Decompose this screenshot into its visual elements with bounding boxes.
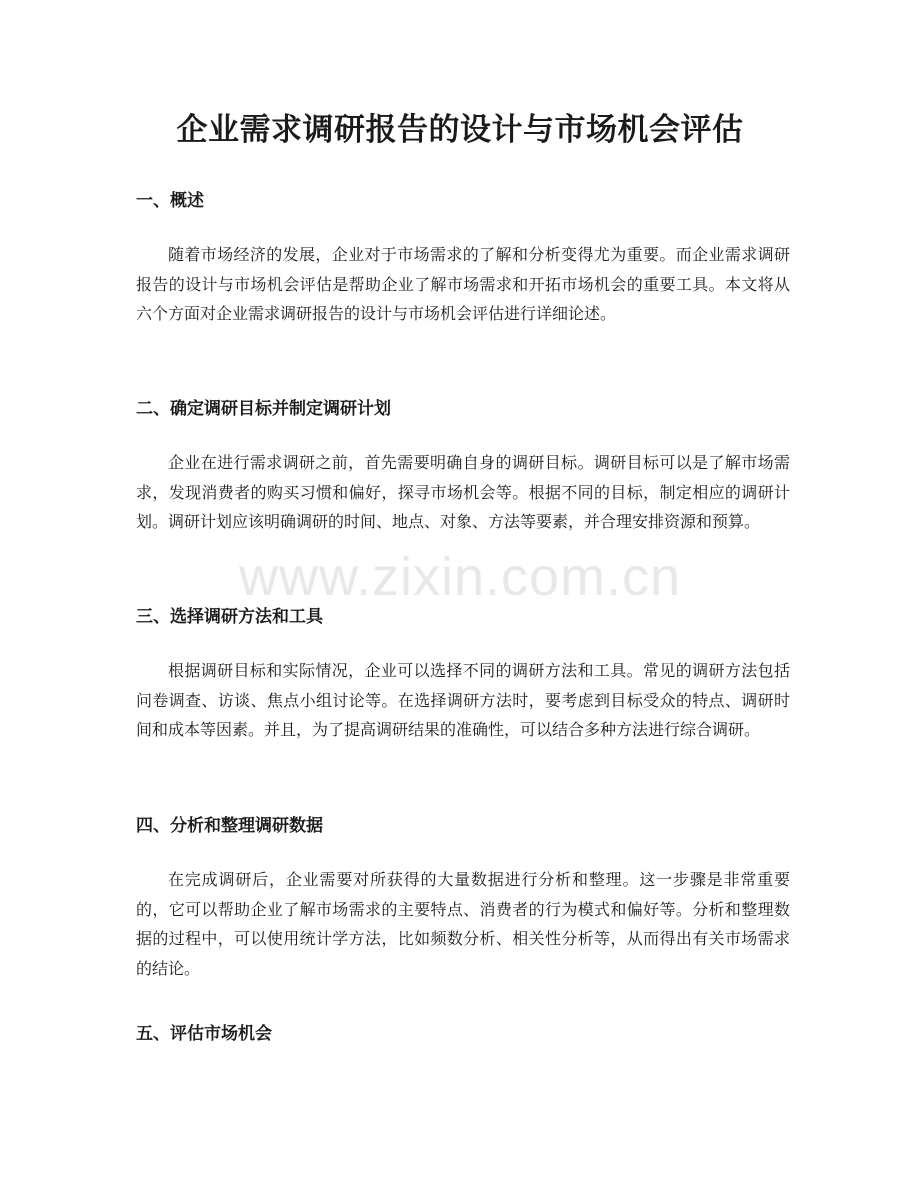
section-paragraph: 根据调研目标和实际情况，企业可以选择不同的调研方法和工具。常见的调研方法包括问卷调查、访谈、焦点小组讨论等。在选择调研方法时，要考虑到目标受众的特点、调研时间和成本等因素。并且，为了提高调研结果的准确性，可以结合多种方法进行综合调研。 <box>136 661 790 739</box>
section-heading: 二、确定调研目标并制定调研计划 <box>136 399 391 419</box>
section-heading: 四、分析和整理调研数据 <box>136 816 323 836</box>
section-paragraph: 企业在进行需求调研之前，首先需要明确自身的调研目标。调研目标可以是了解市场需求，发现消费者的购买习惯和偏好，探寻市场机会等。根据不同的目标，制定相应的调研计划。调研计划应该明确调研的时间、地点、对象、方法等要素，并合理安排资源和预算。 <box>136 453 790 531</box>
section-paragraph: 在完成调研后，企业需要对所获得的大量数据进行分析和整理。这一步骤是非常重要的，它可以帮助企业了解市场需求的主要特点、消费者的行为模式和偏好等。分析和整理数据的过程中，可以使用统计学方法，比如频数分析、相关性分析等，从而得出有关市场需求的结论。 <box>136 870 790 978</box>
section-heading: 一、概述 <box>136 191 204 211</box>
section-research-goals <box>136 397 790 537</box>
section-overview <box>136 189 790 329</box>
section-data-analysis <box>136 814 790 983</box>
section-paragraph: 随着市场经济的发展，企业对于市场需求的了解和分析变得尤为重要。而企业需求调研报告的设计与市场机会评估是帮助企业了解市场需求和开拓市场机会的重要工具。本文将从六个方面对企业需求调研报告的设计与市场机会评估进行详细论述。 <box>136 245 790 323</box>
section-market-opportunity <box>136 1022 790 1046</box>
section-heading: 三、选择调研方法和工具 <box>136 607 323 627</box>
section-heading: 五、评估市场机会 <box>136 1024 272 1044</box>
section-research-methods <box>136 605 790 745</box>
document-title: 企业需求调研报告的设计与市场机会评估 <box>176 112 744 148</box>
watermark-text: www.zixin.com.cn <box>238 547 682 607</box>
